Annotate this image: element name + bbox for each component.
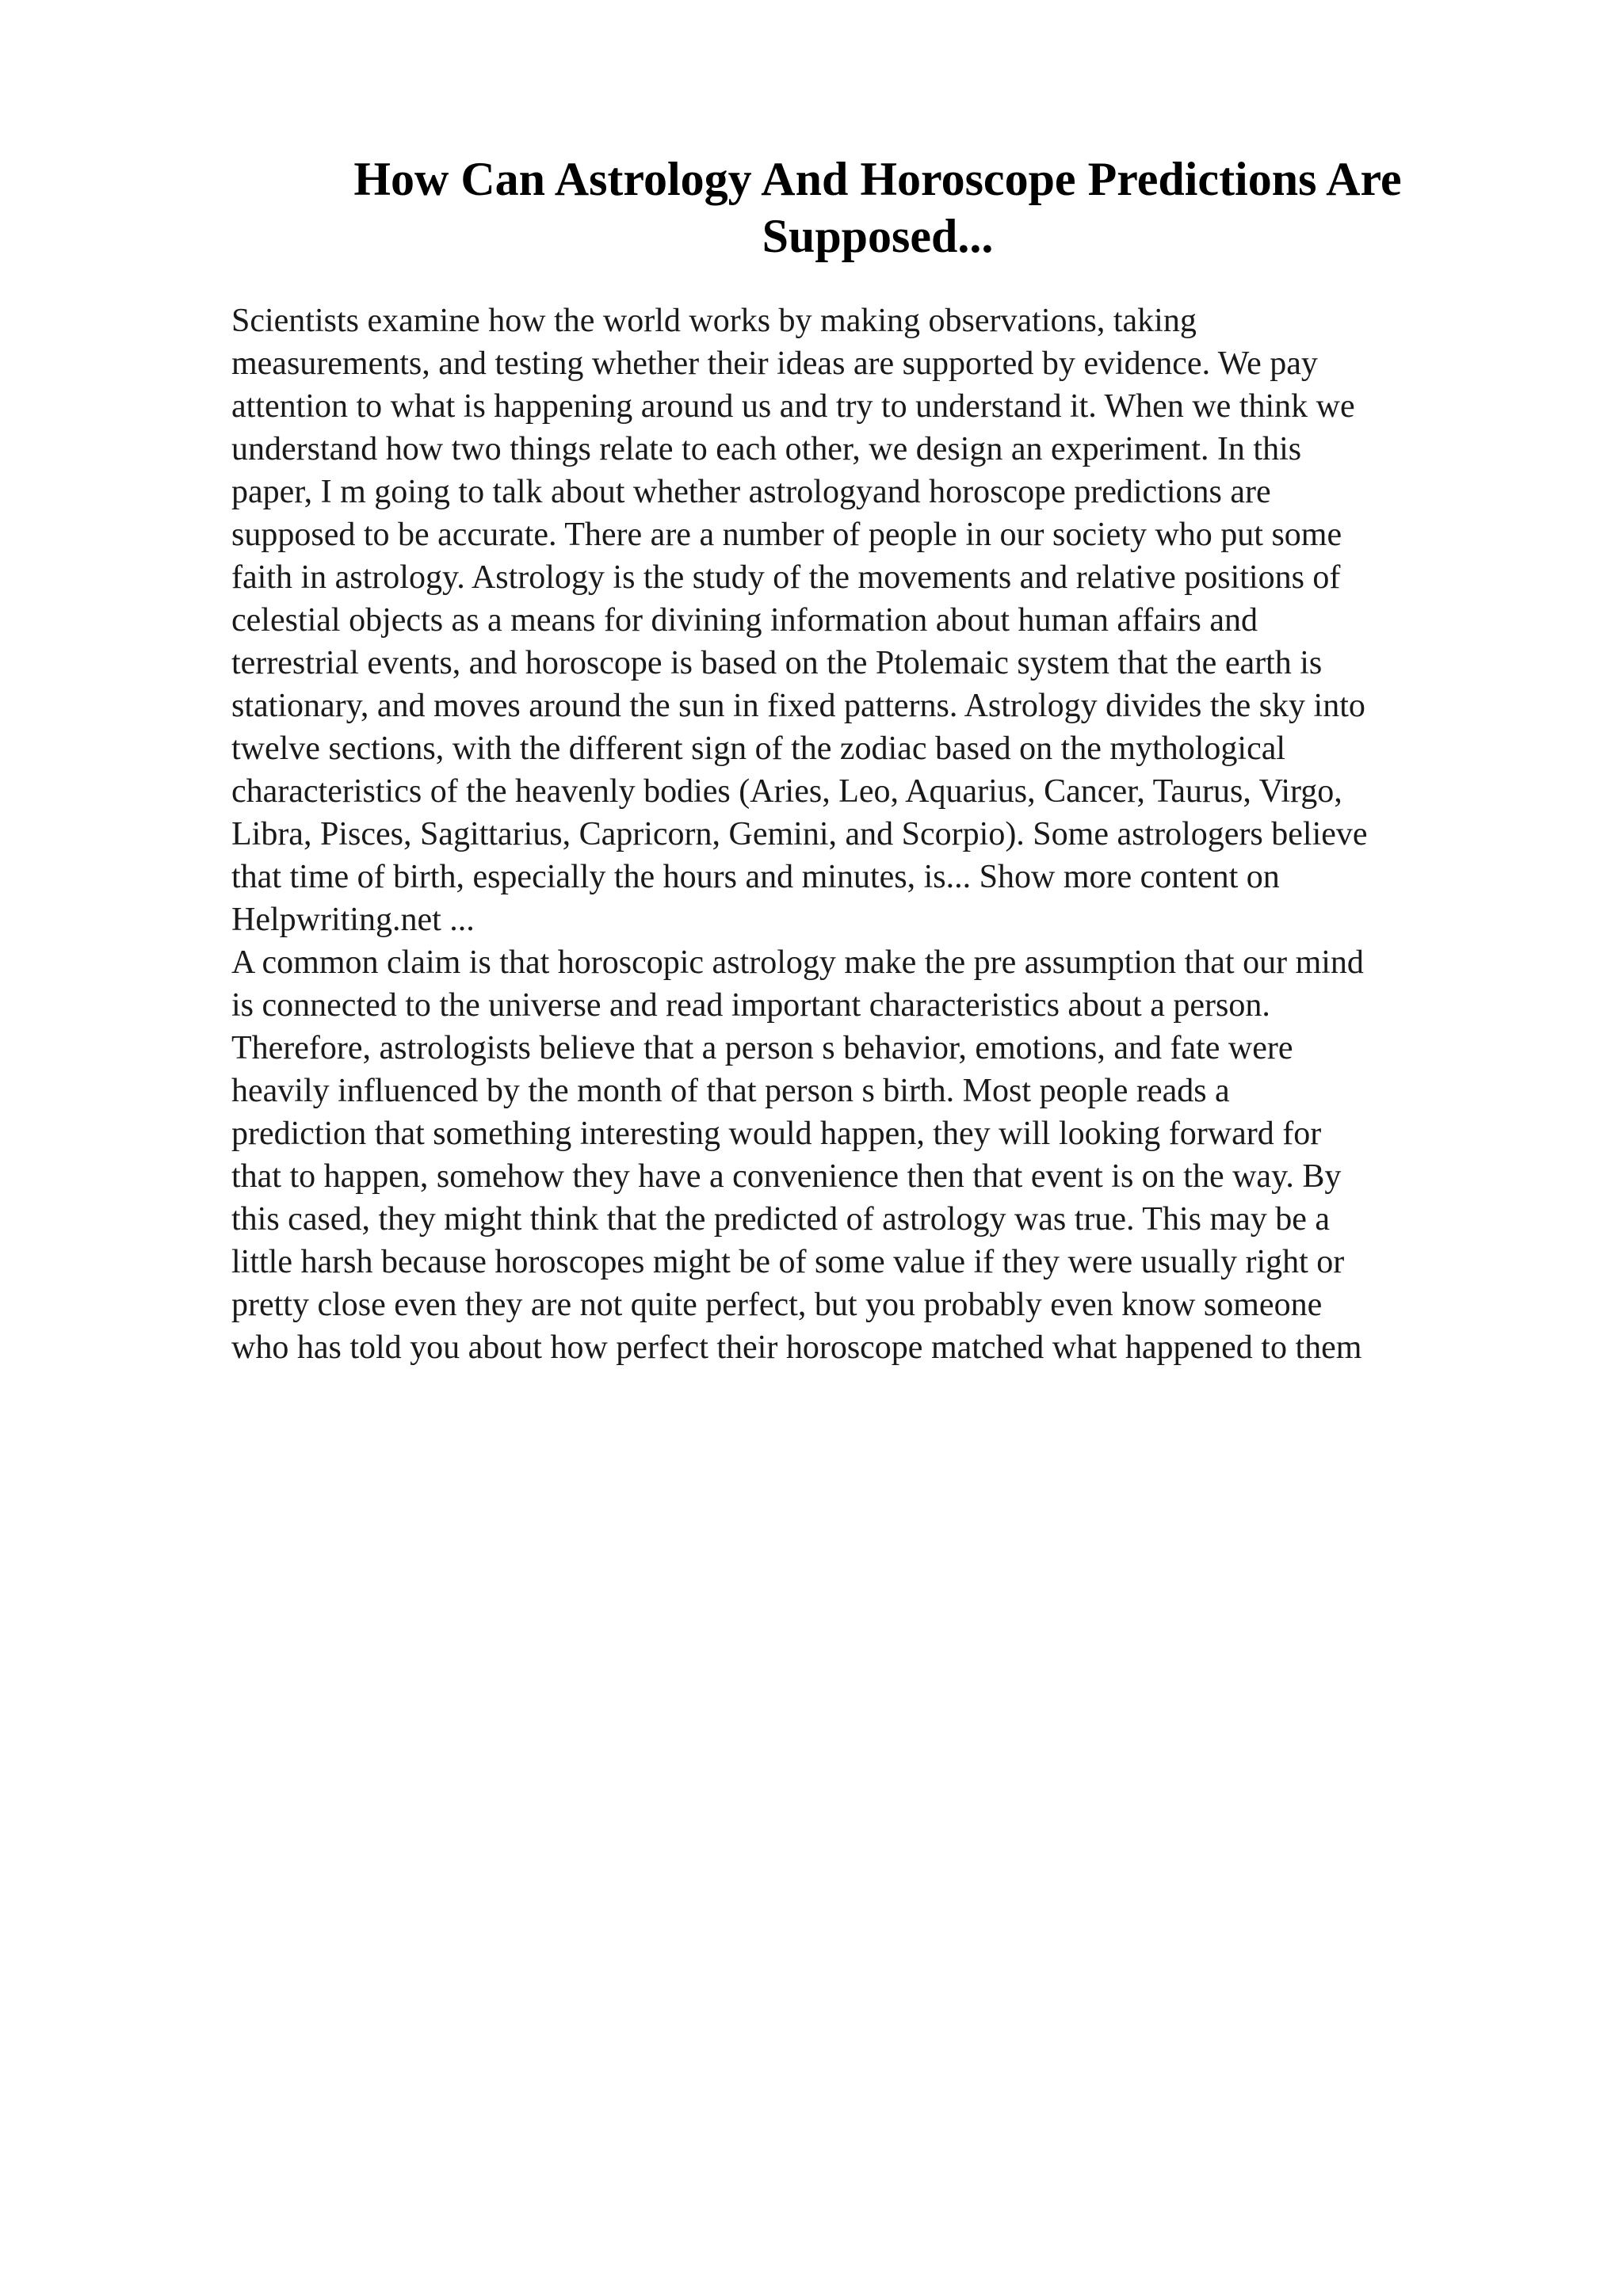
text-line: that time of birth, especially the hours and minutes, is... Show more content on bbox=[231, 859, 1280, 895]
text-line: Libra, Pisces, Sagittarius, Capricorn, Gemini, and Scorpio). Some astrologers believe bbox=[231, 816, 1368, 852]
text-line: Therefore, astrologists believe that a person s behavior, emotions, and fate were bbox=[231, 1030, 1293, 1066]
text-line: paper, I m going to talk about whether astrologyand horoscope predictions are bbox=[231, 474, 1271, 510]
text-line: little harsh because horoscopes might be of some value if they were usually right or bbox=[231, 1244, 1345, 1280]
text-line: characteristics of the heavenly bodies (Aries, Leo, Aquarius, Cancer, Taurus, Virgo, bbox=[231, 773, 1342, 810]
text-line: heavily influenced by the month of that person s birth. Most people reads a bbox=[231, 1073, 1230, 1109]
document-title bbox=[262, 151, 1494, 265]
text-line: attention to what is happening around us and try to understand it. When we think we bbox=[231, 388, 1355, 425]
text-line: this cased, they might think that the predicted of astrology was true. This may be a bbox=[231, 1201, 1331, 1238]
paragraph-1 bbox=[231, 299, 1515, 941]
title-line: Supposed... bbox=[762, 210, 994, 262]
document-body bbox=[231, 299, 1515, 1369]
text-line: twelve sections, with the different sign of the zodiac based on the mythological bbox=[231, 730, 1286, 767]
title-line: How Can Astrology And Horoscope Predictions Are bbox=[353, 153, 1402, 205]
text-line: is connected to the universe and read important characteristics about a person. bbox=[231, 987, 1270, 1024]
text-line: understand how two things relate to each other, we design an experiment. In this bbox=[231, 431, 1302, 467]
text-line: that to happen, somehow they have a convenience then that event is on the way. By bbox=[231, 1158, 1342, 1195]
text-line: supposed to be accurate. There are a number of people in our society who put some bbox=[231, 517, 1342, 553]
text-line: terrestrial events, and horoscope is based on the Ptolemaic system that the earth is bbox=[231, 645, 1323, 681]
text-line: who has told you about how perfect their horoscope matched what happened to them bbox=[231, 1329, 1362, 1366]
text-line: pretty close even they are not quite perfect, but you probably even know someone bbox=[231, 1287, 1323, 1323]
text-line: Scientists examine how the world works by making observations, taking bbox=[231, 303, 1197, 339]
text-line: Helpwriting.net ... bbox=[231, 902, 475, 938]
text-line: A common claim is that horoscopic astrology make the pre assumption that our mind bbox=[231, 944, 1364, 981]
text-line: prediction that something interesting would happen, they will looking forward for bbox=[231, 1116, 1322, 1152]
paragraph-2 bbox=[231, 941, 1515, 1369]
text-line: measurements, and testing whether their ideas are supported by evidence. We pay bbox=[231, 345, 1318, 382]
text-line: celestial objects as a means for divining information about human affairs and bbox=[231, 602, 1258, 639]
text-line: stationary, and moves around the sun in fixed patterns. Astrology divides the sky into bbox=[231, 688, 1365, 724]
text-line: faith in astrology. Astrology is the study of the movements and relative positions of bbox=[231, 559, 1341, 596]
